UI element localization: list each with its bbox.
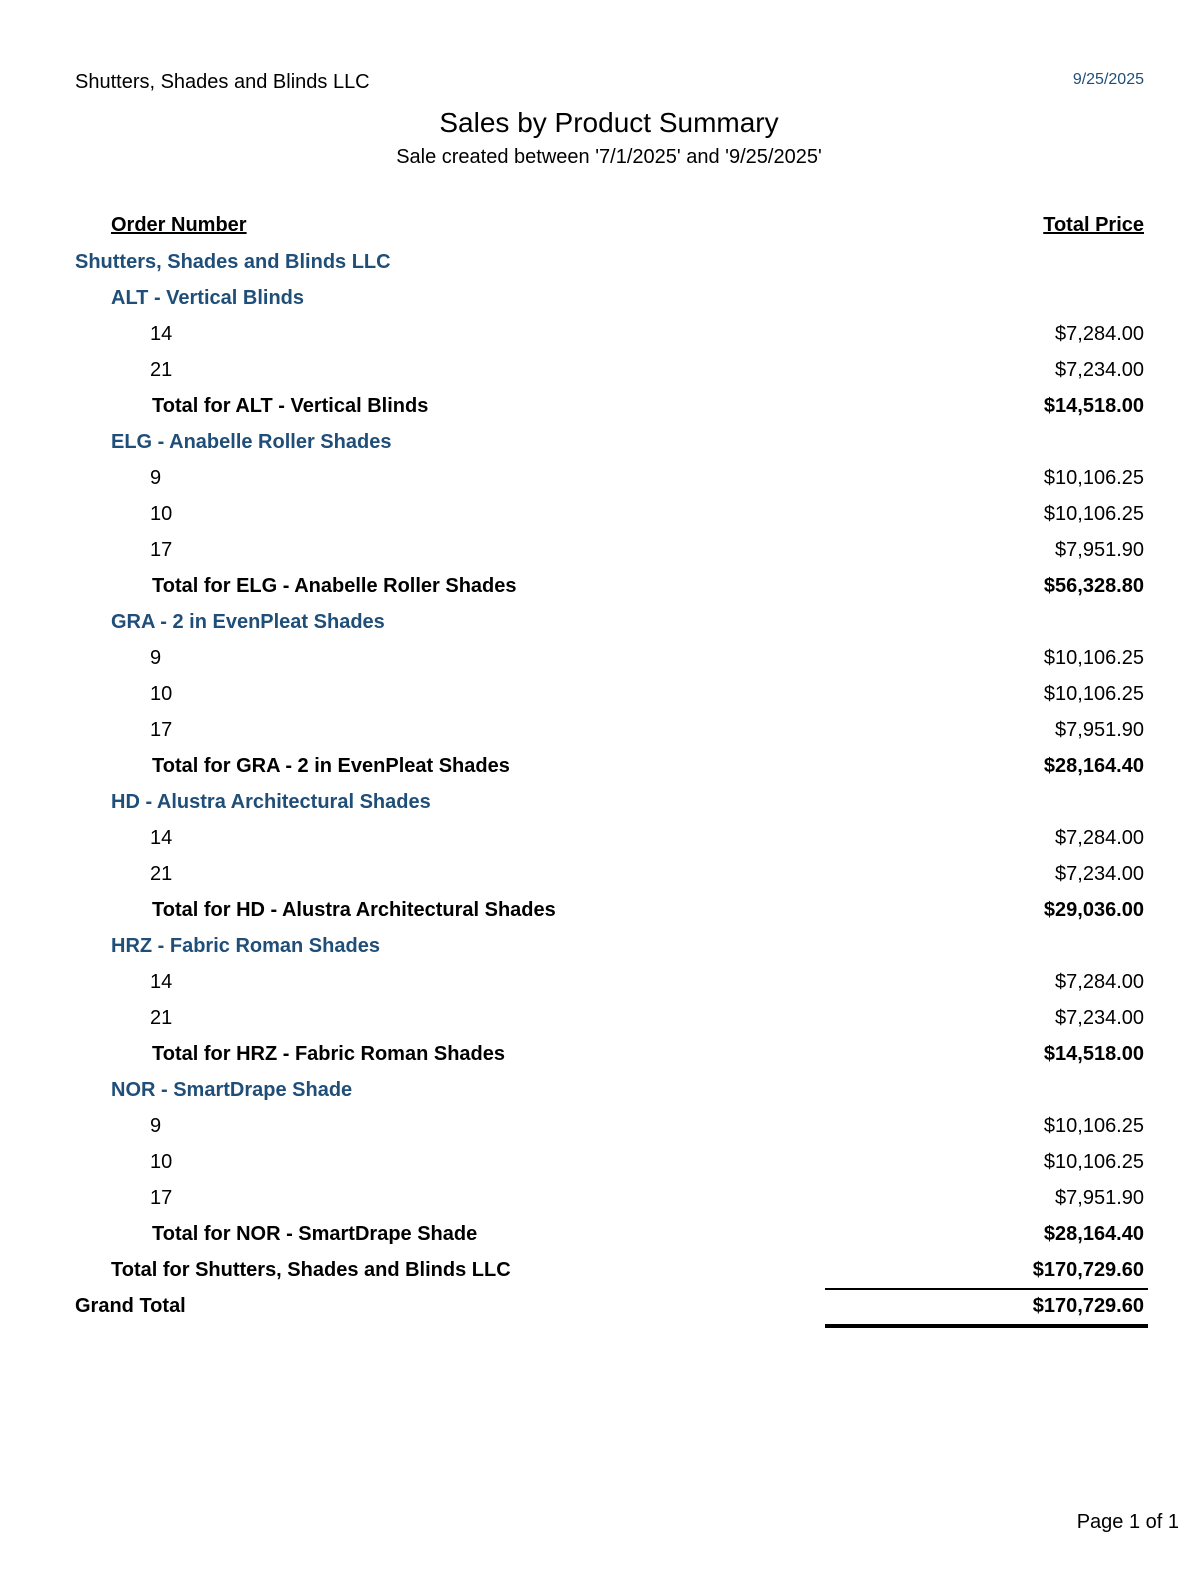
column-header-order-number: Order Number [111,214,247,236]
group-total-row-label: Total for ELG - Anabelle Roller Shades [152,575,517,597]
group-total-row-amount: $29,036.00 [1043,899,1144,921]
order-row-amount: $10,106.25 [1043,467,1144,489]
report-date: 9/25/2025 [1072,71,1144,88]
group-total-row-label: Total for NOR - SmartDrape Shade [152,1223,478,1245]
product-group-heading [0,424,1204,460]
grand-total-rule-bottom [825,1324,1148,1328]
group-total-row [0,1216,1204,1252]
group-total-row [0,568,1204,604]
order-row [0,532,1204,568]
report-title: Sales by Product Summary [439,107,779,138]
company-total-row-amount: $170,729.60 [1032,1259,1144,1281]
order-row [0,1144,1204,1180]
order-row-label: 9 [150,647,162,669]
group-total-row-amount: $14,518.00 [1043,1043,1144,1065]
product-group-heading [0,928,1204,964]
order-row-label: 10 [150,1151,173,1173]
order-row [0,1180,1204,1216]
company-total-row-label: Total for Shutters, Shades and Blinds LLC [111,1259,511,1281]
order-row [0,640,1204,676]
product-group-heading-label: ELG - Anabelle Roller Shades [111,431,392,453]
grand-total-row [0,1288,1204,1324]
product-group-heading-label: ALT - Vertical Blinds [111,287,304,309]
order-row-amount: $7,284.00 [1055,827,1144,849]
product-group-heading [0,280,1204,316]
order-row-label: 10 [150,503,173,525]
group-total-row [0,1036,1204,1072]
order-row-amount: $7,951.90 [1055,539,1144,561]
order-row-label: 14 [150,323,173,345]
order-row-label: 9 [150,467,162,489]
order-row [0,712,1204,748]
order-row [0,316,1204,352]
product-group-heading-label: HRZ - Fabric Roman Shades [111,935,380,957]
product-group-heading [0,1072,1204,1108]
product-group-heading-label: HD - Alustra Architectural Shades [111,791,431,813]
group-total-row-label: Total for GRA - 2 in EvenPleat Shades [152,755,510,777]
order-row-amount: $10,106.25 [1043,647,1144,669]
group-total-row-label: Total for HRZ - Fabric Roman Shades [152,1043,505,1065]
group-total-row-label: Total for ALT - Vertical Blinds [152,395,429,417]
report-rows [0,244,1204,1324]
order-row-amount: $10,106.25 [1043,503,1144,525]
company-group-heading [0,244,1204,280]
order-row-amount: $7,951.90 [1055,1187,1144,1209]
company-group-heading-label: Shutters, Shades and Blinds LLC [75,251,391,273]
product-group-heading [0,604,1204,640]
order-row-amount: $7,234.00 [1055,359,1144,381]
group-total-row-amount: $28,164.40 [1043,755,1144,777]
group-total-row-amount: $28,164.40 [1043,1223,1144,1245]
order-row [0,964,1204,1000]
order-row-amount: $7,284.00 [1055,323,1144,345]
order-row-amount: $10,106.25 [1043,1115,1144,1137]
group-total-row [0,388,1204,424]
order-row-label: 14 [150,827,173,849]
order-row [0,460,1204,496]
group-total-row [0,892,1204,928]
order-row-label: 21 [150,863,173,885]
column-header-total-price: Total Price [1043,214,1144,236]
order-row [0,820,1204,856]
order-row [0,1000,1204,1036]
group-total-row-label: Total for HD - Alustra Architectural Shades [152,899,556,921]
order-row [0,856,1204,892]
order-row [0,352,1204,388]
order-row-amount: $10,106.25 [1043,1151,1144,1173]
order-row-amount: $10,106.25 [1043,683,1144,705]
product-group-heading-label: NOR - SmartDrape Shade [111,1079,353,1101]
company-total-row [0,1252,1204,1288]
order-row-label: 17 [150,539,173,561]
order-row-label: 9 [150,1115,162,1137]
group-total-row-amount: $56,328.80 [1043,575,1144,597]
grand-total-row-label: Grand Total [75,1295,186,1317]
grand-total-row-amount: $170,729.60 [1032,1295,1144,1317]
report-subtitle: Sale created between '7/1/2025' and '9/25/2025' [396,146,822,168]
order-row-label: 17 [150,1187,173,1209]
order-row-label: 21 [150,359,173,381]
order-row [0,1108,1204,1144]
order-row-label: 21 [150,1007,173,1029]
product-group-heading [0,784,1204,820]
group-total-row [0,748,1204,784]
order-row-label: 14 [150,971,173,993]
order-row [0,496,1204,532]
order-row-amount: $7,234.00 [1055,863,1144,885]
company-name: Shutters, Shades and Blinds LLC [75,71,370,93]
order-row-amount: $7,951.90 [1055,719,1144,741]
order-row-amount: $7,284.00 [1055,971,1144,993]
order-row [0,676,1204,712]
product-group-heading-label: GRA - 2 in EvenPleat Shades [111,611,385,633]
order-row-label: 10 [150,683,173,705]
grand-total-rule-top [825,1288,1148,1290]
group-total-row-amount: $14,518.00 [1043,395,1144,417]
page-number: Page 1 of 1 [1076,1511,1179,1533]
order-row-label: 17 [150,719,173,741]
order-row-amount: $7,234.00 [1055,1007,1144,1029]
